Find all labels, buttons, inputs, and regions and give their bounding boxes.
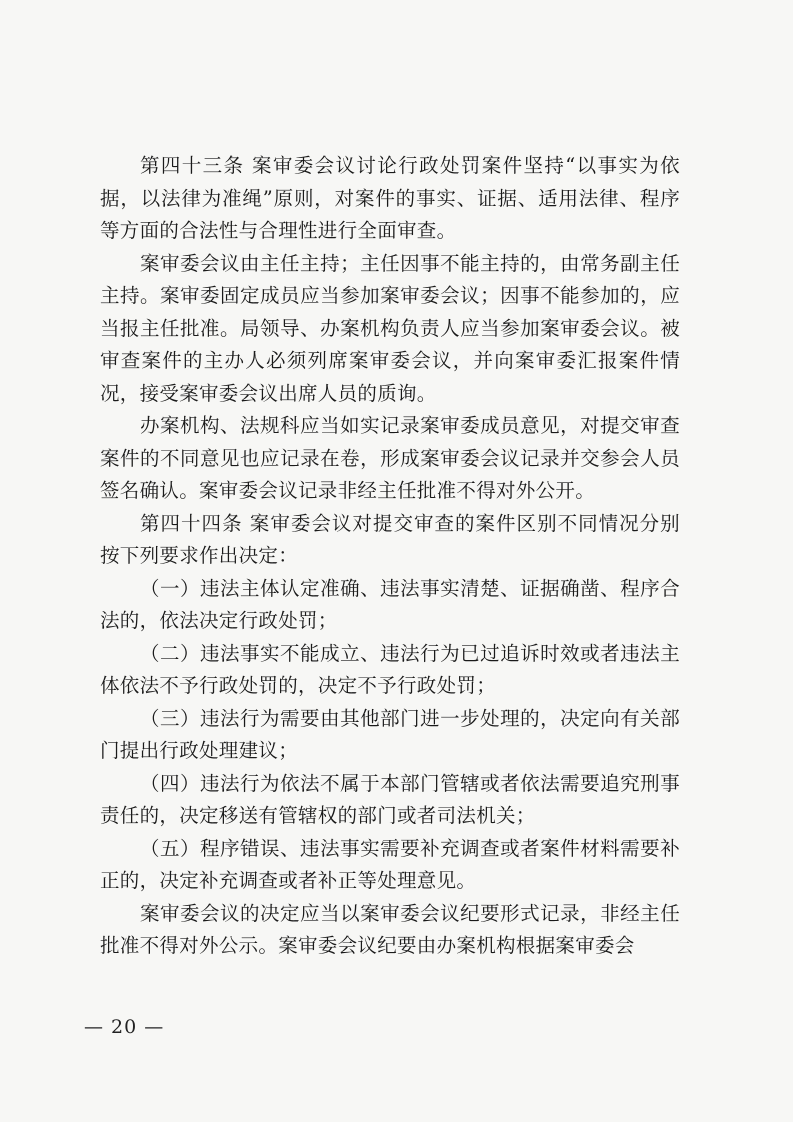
list-item-4: （四）违法行为依法不属于本部门管辖或者依法需要追究刑事责任的，决定移送有管辖权的部门或者司法机关； [100, 771, 680, 827]
paragraph-article-43: 第四十三条 案审委会议讨论行政处罚案件坚持“以事实为依据，以法律为准绳”原则，对案件的事实、证据、适用法律、程序等方面的合法性与合理性进行全面审查。 [100, 154, 680, 242]
list-item-5: （五）程序错误、违法事实需要补充调查或者案件材料需要补正的，决定补充调查或者补正等处理意见。 [100, 836, 680, 892]
document-body [100, 150, 680, 963]
page-number: — 20 — [84, 1016, 165, 1038]
list-item-1: （一）违法主体认定准确、违法事实清楚、证据确凿、程序合法的，依法决定行政处罚； [100, 576, 680, 632]
paragraph-meeting-chair: 案审委会议由主任主持；主任因事不能主持的，由常务副主任主持。案审委固定成员应当参加案审委会议；因事不能参加的，应当报主任批准。局领导、办案机构负责人应当参加案审委会议。被审查案件的主办人必须列席案审委会议，并向案审委汇报案件情况，接受案审委会议出席人员的质询。 [100, 251, 680, 405]
list-item-3: （三）违法行为需要由其他部门进一步处理的，决定向有关部门提出行政处理建议； [100, 706, 680, 762]
paragraph-meeting-minutes: 案审委会议的决定应当以案审委会议纪要形式记录，非经主任批准不得对外公示。案审委会议纪要由办案机构根据案审委会 [100, 901, 680, 957]
paragraph-article-44: 第四十四条 案审委会议对提交审查的案件区别不同情况分别按下列要求作出决定： [100, 511, 680, 567]
paragraph-meeting-record: 办案机构、法规科应当如实记录案审委成员意见，对提交审查案件的不同意见也应记录在卷，形成案审委会议记录并交参会人员签名确认。案审委会议记录非经主任批准不得对外公开。 [100, 414, 680, 502]
list-item-2: （二）违法事实不能成立、违法行为已过追诉时效或者违法主体依法不予行政处罚的，决定不予行政处罚； [100, 641, 680, 697]
